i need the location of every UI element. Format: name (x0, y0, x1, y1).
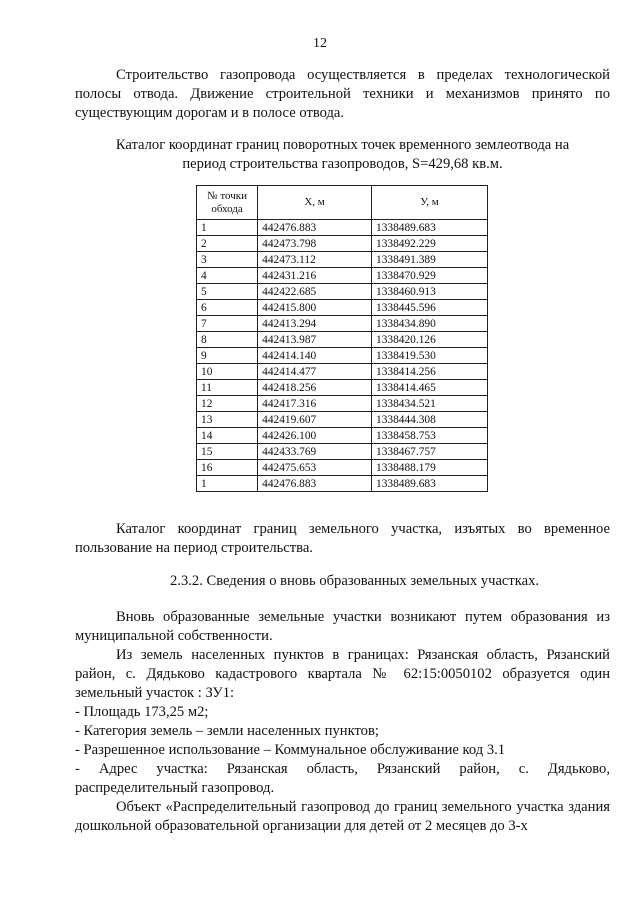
header-x: Х, м (258, 186, 372, 220)
cell-point-number: 3 (197, 252, 258, 268)
cell-y: 1338458.753 (372, 428, 488, 444)
cell-y: 1338467.757 (372, 444, 488, 460)
cell-y: 1338492.229 (372, 236, 488, 252)
section-heading: 2.3.2. Сведения о вновь образованных земельных участках. (170, 573, 540, 589)
table-caption-line1: Каталог координат границ поворотных точек временного землеотвода на (115, 137, 570, 153)
cell-point-number: 16 (197, 460, 258, 476)
catalog-note-paragraph (75, 520, 610, 558)
cell-point-number: 4 (197, 268, 258, 284)
cell-x: 442422.685 (258, 284, 372, 300)
table-caption-line2: период строительства газопроводов, S=429,68 кв.м. (182, 156, 503, 172)
cell-x: 442417.316 (258, 396, 372, 412)
cell-y: 1338489.683 (372, 476, 488, 492)
cell-y: 1338414.465 (372, 380, 488, 396)
cell-point-number: 1 (197, 476, 258, 492)
cell-x: 442431.216 (258, 268, 372, 284)
cell-point-number: 5 (197, 284, 258, 300)
cell-y: 1338491.389 (372, 252, 488, 268)
body-paragraph-2: Из земель населенных пунктов в границах: Рязанская область, Рязанский район, с. Дядьково кадастрового квартала № 62:15:0050102 образуется один земельный участок : ЗУ1: (75, 647, 610, 701)
cell-y: 1338460.913 (372, 284, 488, 300)
coordinates-table-body (197, 220, 488, 492)
cell-y: 1338470.929 (372, 268, 488, 284)
cell-y: 1338444.308 (372, 412, 488, 428)
cell-y: 1338434.521 (372, 396, 488, 412)
cell-point-number: 9 (197, 348, 258, 364)
table-row (197, 364, 488, 380)
cell-y: 1338489.683 (372, 220, 488, 236)
table-row (197, 332, 488, 348)
cell-point-number: 8 (197, 332, 258, 348)
intro-paragraph (75, 66, 610, 123)
table-row (197, 412, 488, 428)
list-item-category: - Категория земель – земли населенных пунктов; (75, 723, 379, 739)
page-number: 12 (313, 36, 327, 51)
table-row (197, 396, 488, 412)
body-paragraph-3: Объект «Распределительный газопровод до границ земельного участка здания дошкольной образовательной организации для детей от 2 месяцев до 3-х (75, 799, 610, 834)
cell-x: 442433.769 (258, 444, 372, 460)
table-header-row (197, 186, 488, 220)
cell-point-number: 7 (197, 316, 258, 332)
table-row (197, 252, 488, 268)
table-row (197, 220, 488, 236)
cell-x: 442414.140 (258, 348, 372, 364)
cell-x: 442473.112 (258, 252, 372, 268)
cell-point-number: 15 (197, 444, 258, 460)
header-point-number: № точки обхода (197, 186, 258, 220)
table-row (197, 284, 488, 300)
table-row (197, 444, 488, 460)
cell-point-number: 10 (197, 364, 258, 380)
header-y: У, м (372, 186, 488, 220)
body-paragraph-1: Вновь образованные земельные участки возникают путем образования из муниципальной собственности. (75, 609, 610, 644)
cell-point-number: 2 (197, 236, 258, 252)
table-caption (75, 136, 610, 174)
list-item-permitted-use: - Разрешенное использование – Коммунальное обслуживание код 3.1 (75, 742, 506, 758)
cell-point-number: 14 (197, 428, 258, 444)
cell-point-number: 11 (197, 380, 258, 396)
cell-x: 442473.798 (258, 236, 372, 252)
cell-x: 442415.800 (258, 300, 372, 316)
cell-y: 1338420.126 (372, 332, 488, 348)
intro-text: Строительство газопровода осуществляется в пределах технологической полосы отвода. Движение строительной техники и механизмов принято по существующим дорогам и в полосе отвода. (75, 67, 610, 121)
cell-x: 442476.883 (258, 476, 372, 492)
table-row (197, 476, 488, 492)
cell-point-number: 1 (197, 220, 258, 236)
table-row (197, 300, 488, 316)
table-row (197, 348, 488, 364)
cell-point-number: 13 (197, 412, 258, 428)
list-item-area: - Площадь 173,25 м2; (75, 704, 209, 720)
cell-x: 442413.987 (258, 332, 372, 348)
cell-x: 442426.100 (258, 428, 372, 444)
cell-point-number: 12 (197, 396, 258, 412)
cell-y: 1338488.179 (372, 460, 488, 476)
catalog-note-text: Каталог координат границ земельного участка, изъятых во временное пользование на период строительства. (75, 521, 610, 556)
table-row (197, 428, 488, 444)
list-item-address: - Адрес участка: Рязанская область, Рязанский район, с. Дядьково, распределительный газопровод. (75, 761, 610, 796)
cell-y: 1338414.256 (372, 364, 488, 380)
cell-x: 442475.653 (258, 460, 372, 476)
cell-x: 442419.607 (258, 412, 372, 428)
coordinates-table (196, 185, 488, 492)
cell-y: 1338445.596 (372, 300, 488, 316)
cell-point-number: 6 (197, 300, 258, 316)
table-row (197, 236, 488, 252)
cell-y: 1338434.890 (372, 316, 488, 332)
table-row (197, 316, 488, 332)
table-row (197, 460, 488, 476)
cell-x: 442413.294 (258, 316, 372, 332)
cell-x: 442418.256 (258, 380, 372, 396)
cell-x: 442414.477 (258, 364, 372, 380)
table-row (197, 268, 488, 284)
section-body (75, 608, 610, 836)
table-row (197, 380, 488, 396)
cell-y: 1338419.530 (372, 348, 488, 364)
cell-x: 442476.883 (258, 220, 372, 236)
